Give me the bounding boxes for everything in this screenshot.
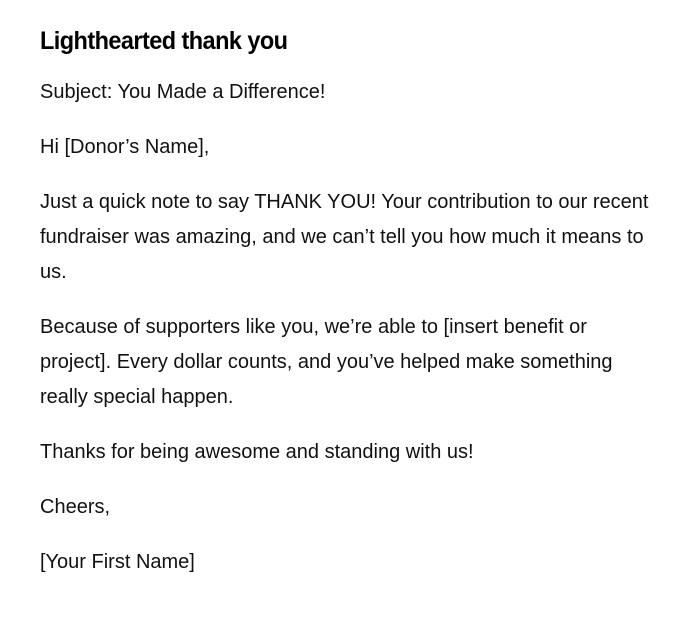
signature: [Your First Name] bbox=[40, 551, 195, 573]
subject-line: Subject: You Made a Difference! bbox=[40, 81, 326, 103]
greeting: Hi [Donor’s Name], bbox=[40, 136, 210, 158]
body-paragraph-2: Because of supporters like you, we’re able to [insert benefit or project]. Every dollar counts, and you’ve helped make something really special happen. bbox=[40, 316, 613, 408]
body-paragraph-1: Just a quick note to say THANK YOU! Your contribution to our recent fundraiser was amazing, and we can’t tell you how much it means to us. bbox=[40, 191, 649, 283]
document-title: Lighthearted thank you bbox=[40, 27, 288, 55]
closing: Cheers, bbox=[40, 496, 111, 518]
body-paragraph-3: Thanks for being awesome and standing with us! bbox=[40, 441, 474, 463]
